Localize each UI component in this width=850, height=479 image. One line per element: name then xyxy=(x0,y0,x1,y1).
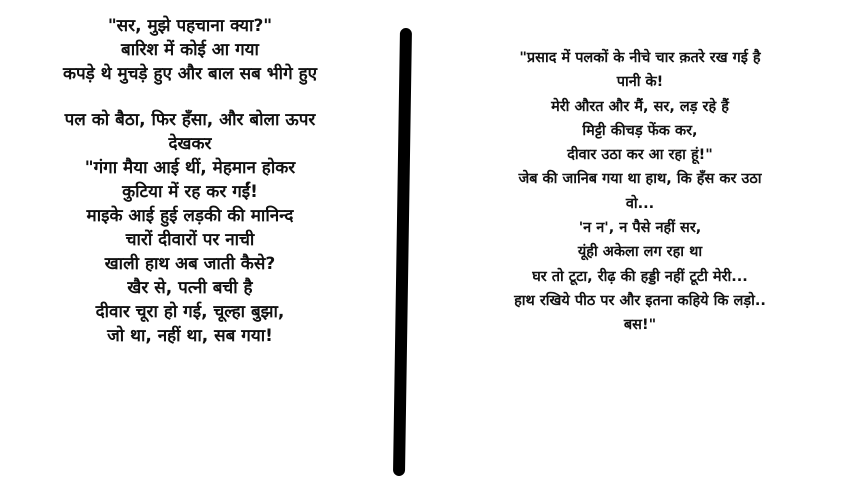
poem-line: 'न न', न पैसे नहीं सर, xyxy=(578,220,702,237)
poem-line: दीवार उठा कर आ रहा हूं!" xyxy=(567,147,713,164)
poem-line: यूंही अकेला लग रहा था xyxy=(577,244,703,261)
poem-line: पल को बैठा, फिर हँसा, और बोला ऊपर xyxy=(64,110,316,130)
poem-line: बारिश में कोई आ गया xyxy=(121,40,259,60)
poem-line: "सर, मुझे पहचाना क्या?" xyxy=(107,16,273,36)
poem-line: पानी के! xyxy=(616,74,664,91)
poem-line: मेरी औरत और मैं, सर, लड़ रहे हैं xyxy=(551,98,729,115)
poem-line: मिट्टी कीचड़ फेंक कर, xyxy=(582,122,698,139)
stanza-break xyxy=(0,86,380,108)
poem-line: दीवार चूरा हो गई, चूल्हा बुझा, xyxy=(95,302,285,322)
poem-line: जेब की जानिब गया था हाथ, कि हँस कर उठा xyxy=(518,171,762,188)
poem-line: कुटिया में रह कर गईं! xyxy=(122,182,258,202)
right-poem-stanza xyxy=(455,46,825,338)
poem-line: जो था, नहीं था, सब गया! xyxy=(107,326,273,346)
poem-line: खाली हाथ अब जाती कैसे? xyxy=(104,254,276,274)
poem-line: बस!" xyxy=(623,317,657,334)
poem-line: वो... xyxy=(625,195,655,212)
vertical-divider xyxy=(393,28,412,476)
poem-line: माइके आई हुई लड़की की मानिन्द xyxy=(86,206,294,226)
poem-line: "प्रसाद में पलकों के नीचे चार क़तरे रख गई है xyxy=(519,50,761,66)
poem-line: कपड़े थे मुचड़े हुए और बाल सब भीगे हुए xyxy=(62,64,318,84)
poem-line: खैर से, पत्नी बची है xyxy=(127,278,253,298)
poem-line: चारों दीवारों पर नाची xyxy=(125,230,255,250)
poem-line: "गंगा मैया आई थीं, मेहमान होकर xyxy=(84,158,296,178)
poem-line: घर तो टूटा, रीढ़ की हड्डी नहीं टूटी मेरी... xyxy=(532,268,748,285)
poem-line: देखकर xyxy=(168,134,212,154)
left-poem-stanza xyxy=(0,14,380,348)
poem-line: हाथ रखिये पीठ पर और इतना कहिये कि लड़ो.. xyxy=(514,292,766,309)
